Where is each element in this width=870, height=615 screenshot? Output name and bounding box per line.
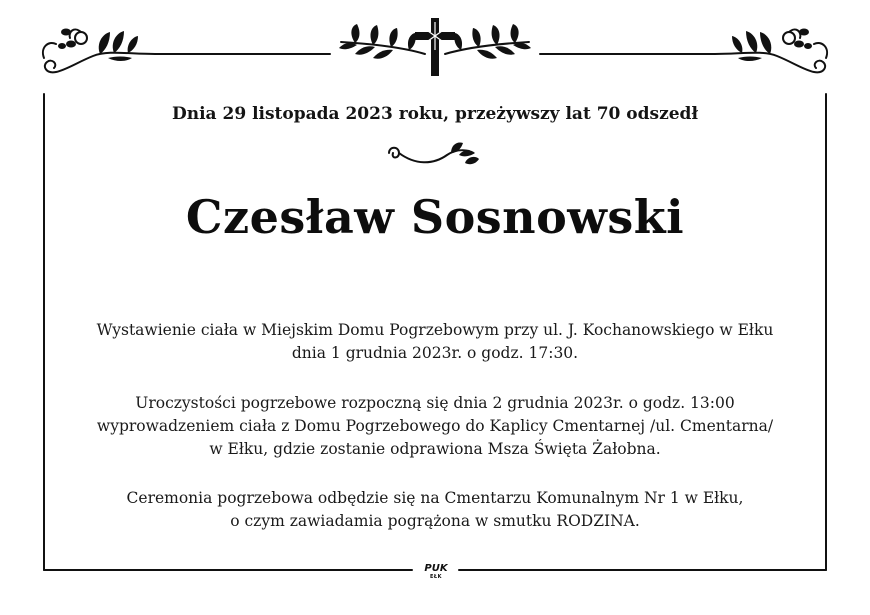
deceased-name: Czesław Sosnowski — [185, 190, 685, 244]
puk-logo — [419, 563, 453, 580]
corner-ornament-right-icon — [707, 18, 832, 86]
corner-ornament-left-icon — [38, 18, 163, 86]
paragraph-burial — [40, 487, 830, 533]
paragraph-line: o czym zawiadamia pogrążona w smutku RODZINA. — [230, 512, 640, 530]
paragraph-viewing — [40, 319, 830, 365]
paragraph-line: wyprowadzeniem ciała z Domu Pogrzebowego do Kaplicy Cmentarnej /ul. Cmentarna/ — [96, 417, 774, 435]
headline: Dnia 29 listopada 2023 roku, przeżywszy lat 70 odszedł — [172, 104, 698, 124]
paragraph-line: Wystawienie ciała w Miejskim Domu Pogrzebowym przy ul. J. Kochanowskiego w Ełku — [96, 321, 774, 339]
logo-main-text: PUK — [424, 563, 448, 574]
logo-sub-text: EŁK — [429, 574, 442, 580]
paragraph-ceremony — [40, 392, 830, 461]
paragraph-line: dnia 1 grudnia 2023r. o godz. 17:30. — [291, 344, 579, 362]
paragraph-line: Ceremonia pogrzebowa odbędzie się na Cmentarzu Komunalnym Nr 1 w Ełku, — [126, 489, 744, 507]
paragraph-line: Uroczystości pogrzebowe rozpoczną się dnia 2 grudnia 2023r. o godz. 13:00 — [135, 394, 735, 412]
cross-laurel-icon — [335, 14, 535, 80]
divider-ornament-icon — [385, 141, 485, 171]
paragraph-line: w Ełku, gdzie zostanie odprawiona Msza Święta Żałobna. — [209, 440, 661, 458]
